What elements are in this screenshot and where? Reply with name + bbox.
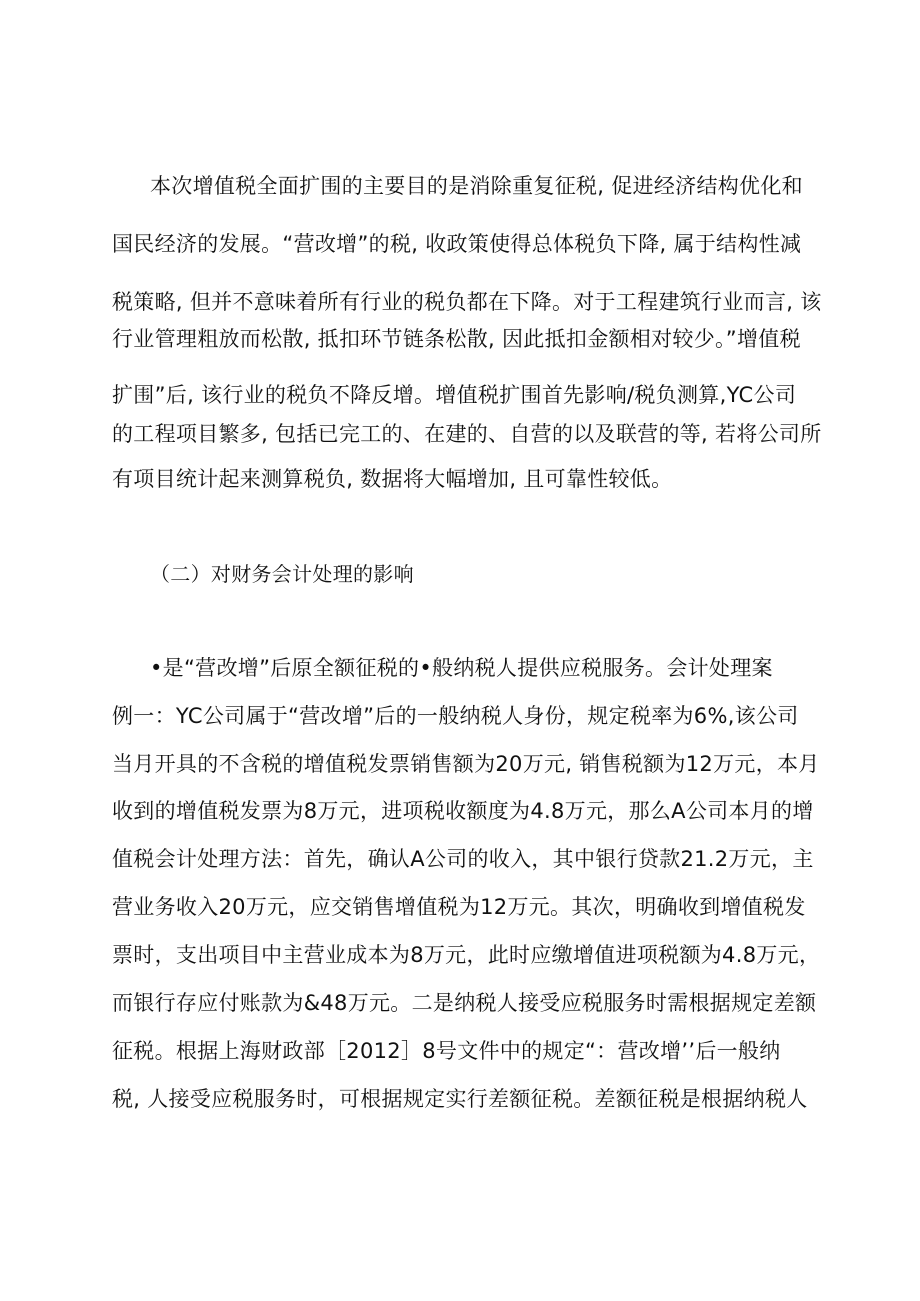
paragraph2-line: 税, 人接受应税服务时，可根据规定实行差额征税。差额征税是根据纳税人 — [112, 1087, 808, 1111]
paragraph2-line: •是“营改增”后原全额征税的•般纳税人提供应税服务。会计处理案 — [150, 656, 773, 680]
paragraph2-line: 当月开具的不含税的增值税发票销售额为20万元, 销售税额为12万元，本月 — [112, 752, 820, 776]
paragraph2-line: 营业务收入20万元，应交销售增值税为12万元。其次，明确收到增值税发 — [112, 895, 806, 919]
paragraph1-line: 本次增值税全面扩围的主要目的是消除重复征税, 促进经济结构优化和 — [150, 174, 803, 198]
paragraph2-line: 值税会计处理方法：首先，确认A公司的收入，其中银行贷款21.2万元，主 — [112, 847, 814, 871]
paragraph1-line: 国民经济的发展。“营改增”的税, 收政策使得总体税负下降, 属于结构性减 — [112, 232, 802, 256]
paragraph1-line: 行业管理粗放而松散, 抵扣环节链条松散, 因此抵扣金额相对较少。”增值税 — [112, 327, 801, 351]
paragraph2-line: 收到的增值税发票为8万元，进项税收额度为4.8万元，那么A公司本月的增 — [112, 799, 814, 823]
paragraph2-line: 而银行存应付账款为&48万元。二是纳税人接受应税服务时需根据规定差额 — [112, 991, 817, 1015]
paragraph1-line: 的工程项目繁多, 包括已完工的、在建的、自营的以及联营的等, 若将公司所 — [112, 422, 822, 446]
paragraph1-line: 税策略, 但并不意味着所有行业的税负都在下降。对于工程建筑行业而言, 该 — [112, 290, 822, 314]
paragraph1-line: 扩围”后, 该行业的税负不降反增。增值税扩围首先影响/税负测算,YC公司 — [112, 383, 797, 407]
paragraph2-line: 票时，支出项目中主营业成本为8万元，此时应缴增值进项税额为4.8万元， — [112, 943, 821, 967]
section-heading: （二）对财务会计处理的影响 — [150, 562, 414, 586]
paragraph1-line: 有项目统计起来测算税负, 数据将大幅增加, 且可靠性较低。 — [112, 467, 673, 491]
paragraph2-line: 例一：YC公司属于“营改增”后的一般纳税人身份，规定税率为6%,该公司 — [112, 704, 799, 728]
paragraph2-line: 征税。根据上海财政部［2012］8号文件中的规定“：营改增’’后一般纳 — [112, 1039, 781, 1063]
